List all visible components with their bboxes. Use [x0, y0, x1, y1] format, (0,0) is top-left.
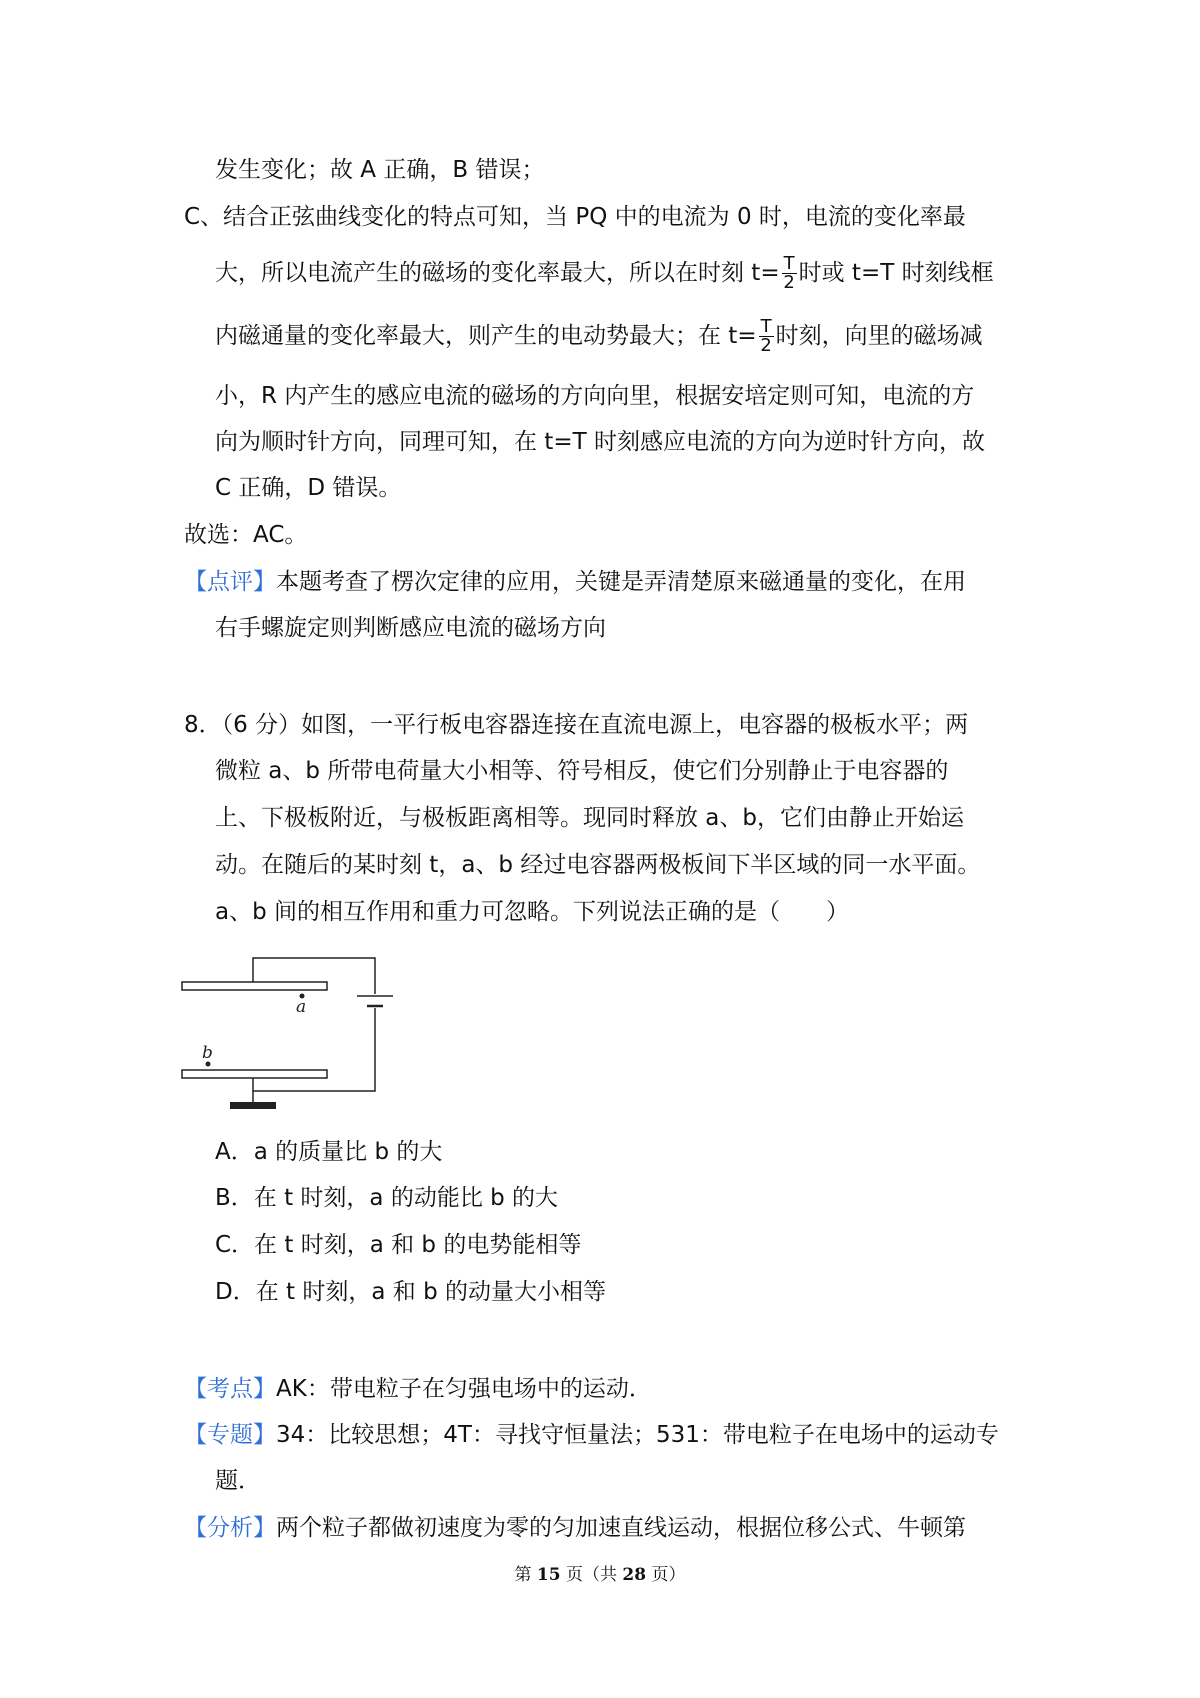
text-segment: 大，所以电流产生的磁场的变化率最大，所以在时刻 t= [215, 260, 780, 286]
page-footer [0, 1560, 1200, 1585]
footer-total-pages: 28 [622, 1565, 647, 1585]
option-b: B．在 t 时刻，a 的动能比 b 的大 [215, 1185, 559, 1211]
text-line: 发生变化；故 A 正确，B 错误； [215, 157, 545, 183]
kaodian-text: AK：带电粒子在匀强电场中的运动． [276, 1376, 652, 1402]
text-segment: 时刻，向里的磁场减 [775, 323, 983, 349]
option-a: A．a 的质量比 b 的大 [215, 1139, 443, 1165]
fraction-denominator: 2 [783, 272, 795, 293]
zhuanti-line: 题． [215, 1468, 261, 1494]
question-line: 微粒 a、b 所带电荷量大小相等、符号相反，使它们分别静止于电容器的 [215, 758, 949, 784]
fraction-numerator: T [760, 316, 772, 337]
particle-b-label: b [202, 1043, 213, 1063]
option-d: D．在 t 时刻，a 和 b 的动量大小相等 [215, 1279, 606, 1305]
footer-page-number: 15 [536, 1565, 561, 1585]
question-line: 上、下极板附近，与极板距离相等。现同时释放 a、b，它们由静止开始运 [215, 805, 965, 831]
option-c: C．在 t 时刻，a 和 b 的电势能相等 [215, 1232, 582, 1258]
answer-line: 故选：AC。 [184, 522, 308, 548]
review-line [184, 567, 966, 597]
zhuanti-tag: 【专题】 [184, 1422, 276, 1448]
fenxi-text: 两个粒子都做初速度为零的匀加速直线运动，根据位移公式、牛顿第 [276, 1515, 966, 1541]
zhuanti-text: 34：比较思想；4T：寻找守恒量法；531：带电粒子在电场中的运动专 [276, 1422, 999, 1448]
particle-a-label: a [296, 997, 307, 1017]
question-line: a、b 间的相互作用和重力可忽略。下列说法正确的是（ ） [215, 899, 850, 925]
fraction-numerator: T [783, 253, 795, 274]
fraction-t-over-2 [759, 318, 774, 355]
kaodian-tag: 【考点】 [184, 1376, 276, 1402]
text-line: 小，R 内产生的感应电流的磁场的方向向里，根据安培定则可知，电流的方 [215, 383, 975, 409]
lower-plate [182, 1070, 327, 1078]
text-segment: 时或 t=T 时刻线框 [798, 260, 994, 286]
footer-prefix: 第 [514, 1565, 537, 1585]
footer-middle: 页（共 [560, 1565, 623, 1585]
text-line [215, 318, 983, 355]
kaodian-line [184, 1374, 652, 1404]
text-line [215, 255, 994, 292]
text-line: 向为顺时针方向，同理可知，在 t=T 时刻感应电流的方向为逆时针方向，故 [215, 429, 985, 455]
review-tag: 【点评】 [184, 569, 276, 595]
fenxi-tag: 【分析】 [184, 1515, 276, 1541]
text-segment: 内磁通量的变化率最大，则产生的电动势最大；在 t= [215, 323, 757, 349]
upper-plate [182, 982, 327, 990]
review-text: 本题考查了楞次定律的应用，关键是弄清楚原来磁通量的变化，在用 [276, 569, 966, 595]
fraction-t-over-2 [782, 255, 797, 292]
zhuanti-line [184, 1420, 999, 1450]
fenxi-line [184, 1513, 966, 1543]
review-line: 右手螺旋定则判断感应电流的磁场方向 [215, 615, 606, 641]
fraction-denominator: 2 [760, 335, 772, 356]
text-line: C 正确，D 错误。 [215, 475, 402, 501]
footer-suffix: 页） [646, 1565, 686, 1585]
ground-icon [230, 1102, 276, 1109]
question-line: 8．（6 分）如图，一平行板电容器连接在直流电源上，电容器的极板水平；两 [184, 712, 969, 738]
text-line: C、结合正弦曲线变化的特点可知，当 PQ 中的电流为 0 时，电流的变化率最 [184, 204, 966, 230]
capacitor-circuit-figure [180, 950, 400, 1120]
question-line: 动。在随后的某时刻 t，a、b 经过电容器两极板间下半区域的同一水平面。 [215, 852, 981, 878]
